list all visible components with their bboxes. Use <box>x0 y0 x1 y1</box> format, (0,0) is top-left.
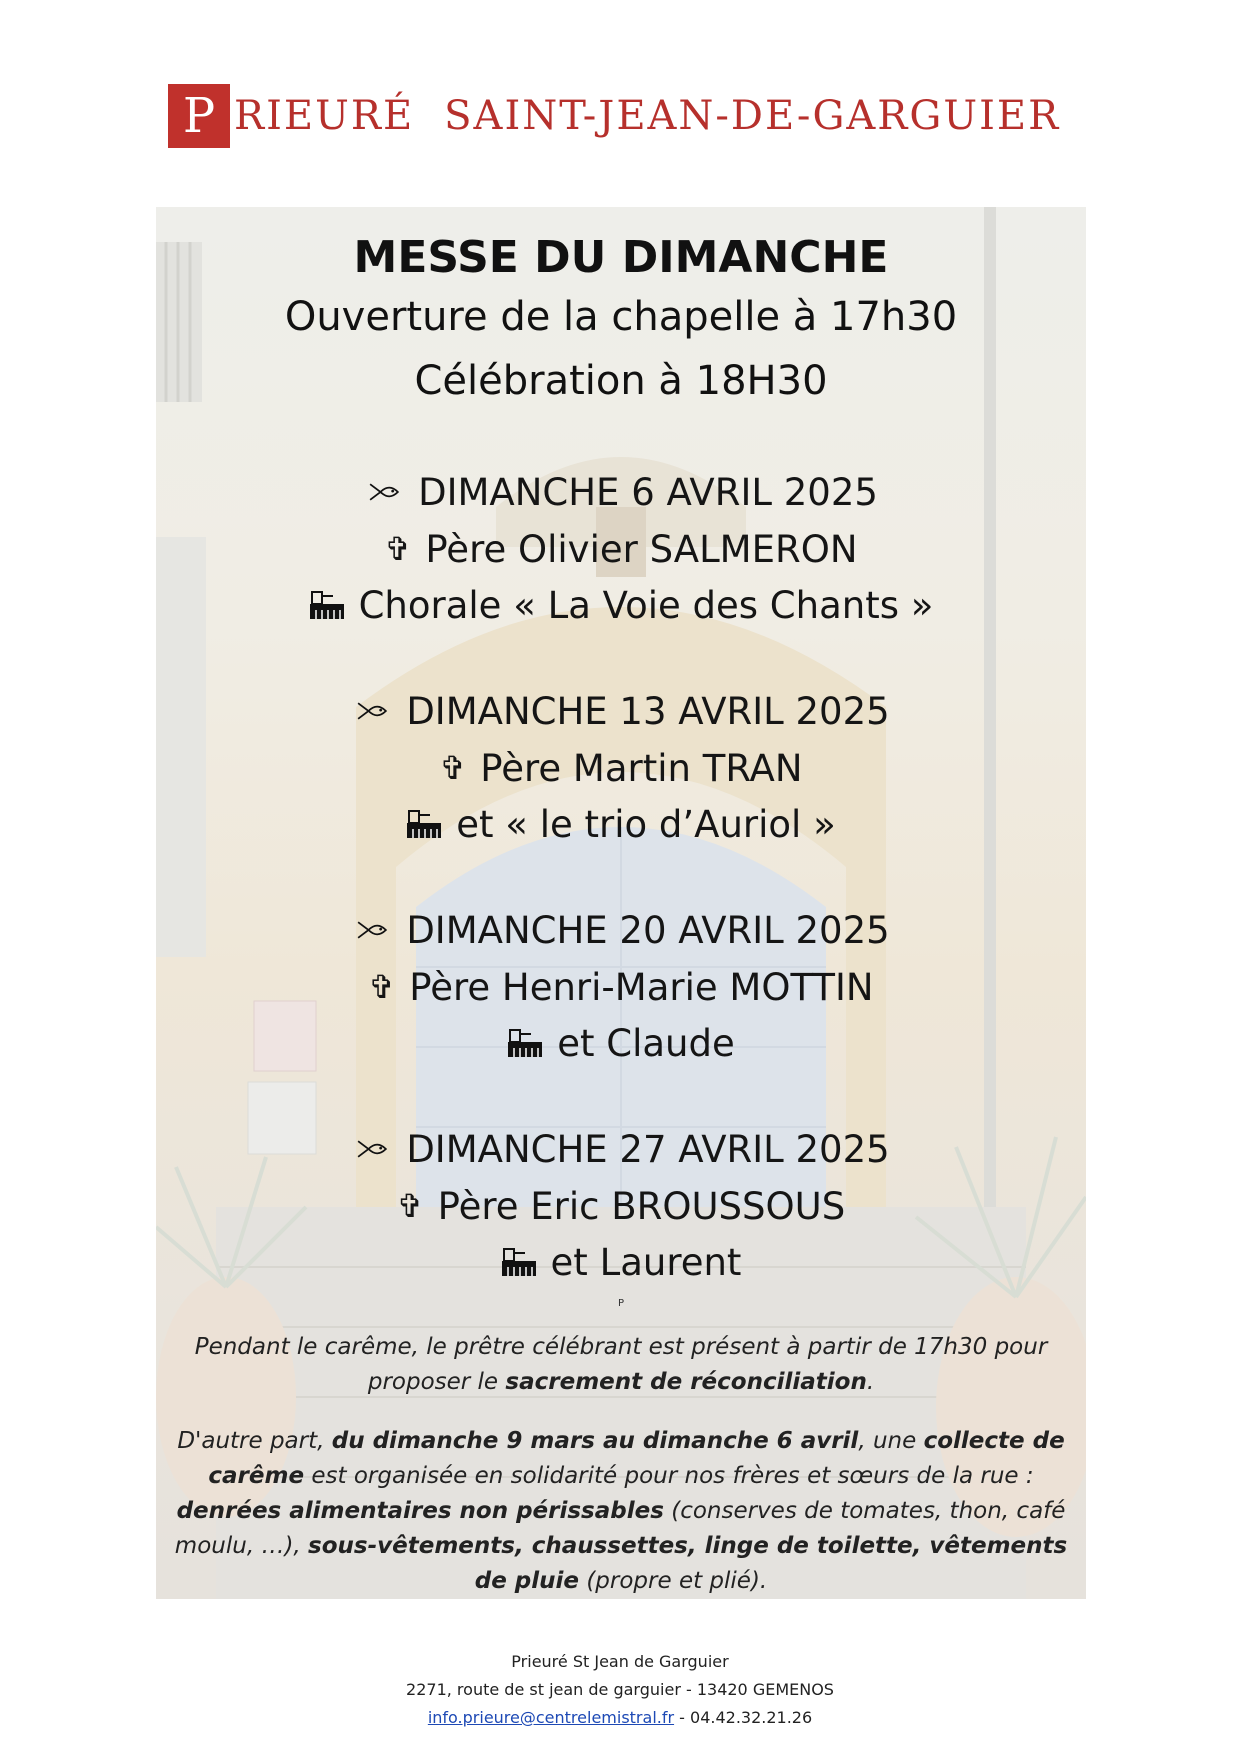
lent-note-bold: sacrement de réconciliation <box>505 1369 867 1395</box>
event-date: DIMANCHE 6 AVRIL 2025 <box>418 471 878 514</box>
fish-icon <box>352 698 392 724</box>
celebration-time: Célébration à 18H30 <box>414 358 828 404</box>
lent-note <box>156 1330 1086 1400</box>
footer <box>0 1648 1240 1732</box>
collect-note <box>156 1424 1086 1599</box>
logo-text <box>234 93 1060 139</box>
piano-icon <box>507 1028 543 1058</box>
notes <box>156 1330 1086 1623</box>
footer-contact <box>0 1704 1240 1732</box>
event-date-line <box>156 684 1086 740</box>
event-priest: Père Olivier SALMERON <box>425 528 858 571</box>
fish-icon <box>352 1136 392 1162</box>
event-music-line <box>156 1016 1086 1072</box>
stray-mark: P <box>617 1298 625 1309</box>
event-priest-line <box>156 740 1086 797</box>
collect-text-4: (conserves de tomates, thon, café moulu, …), <box>174 1498 1066 1559</box>
event-date-line <box>156 1122 1086 1178</box>
event-priest-line <box>156 959 1086 1016</box>
logo-text-part1: RIEURÉ <box>234 93 415 139</box>
piano-icon <box>501 1247 537 1277</box>
event-priest: Père Martin TRAN <box>480 747 803 790</box>
collect-text-2: , une <box>858 1428 924 1454</box>
event-music-line <box>156 797 1086 853</box>
collect-bold-1: du dimanche 9 mars au dimanche 6 avril <box>331 1428 859 1454</box>
logo-initial: P <box>168 84 230 148</box>
event-item <box>156 465 1086 634</box>
collect-text-5: (propre et plié). <box>579 1568 768 1594</box>
footer-separator: - <box>674 1708 691 1727</box>
piano-icon <box>406 809 442 839</box>
cross-icon: ✞ <box>439 749 467 787</box>
event-music-line <box>156 1235 1086 1291</box>
cross-icon: ✞ <box>384 530 412 568</box>
event-date: DIMANCHE 27 AVRIL 2025 <box>406 1128 890 1171</box>
collect-bold-2: collecte de carême <box>208 1428 1065 1489</box>
footer-name: Prieuré St Jean de Garguier <box>511 1652 729 1671</box>
collect-bold-3: denrées alimentaires non périssables <box>176 1498 664 1524</box>
event-date: DIMANCHE 13 AVRIL 2025 <box>406 690 890 733</box>
cross-icon: ✞ <box>396 1187 424 1225</box>
collect-text-1: D'autre part, <box>177 1428 332 1454</box>
cross-icon: ✞ <box>368 968 396 1006</box>
event-date-line <box>156 465 1086 521</box>
event-date: DIMANCHE 20 AVRIL 2025 <box>406 909 890 952</box>
event-music-line <box>156 578 1086 634</box>
logo <box>168 82 1060 150</box>
fish-icon <box>364 479 404 505</box>
event-item <box>156 1122 1086 1291</box>
event-item <box>156 684 1086 853</box>
main-content <box>156 207 1086 1311</box>
event-priest: Père Eric BROUSSOUS <box>437 1185 846 1228</box>
opening-time: Ouverture de la chapelle à 17h30 <box>284 294 958 340</box>
event-priest: Père Henri-Marie MOTTIN <box>409 966 874 1009</box>
event-music: et « le trio d’Auriol » <box>456 803 836 846</box>
lent-note-end: . <box>866 1369 875 1395</box>
fish-icon <box>352 917 392 943</box>
footer-address: 2271, route de st jean de garguier - 13420 GEMENOS <box>406 1680 834 1699</box>
footer-email-link[interactable]: info.prieure@centrelemistral.fr <box>427 1708 675 1727</box>
events-list <box>156 465 1086 1311</box>
event-date-line <box>156 903 1086 959</box>
event-music: Chorale « La Voie des Chants » <box>358 584 934 627</box>
piano-icon <box>309 590 345 620</box>
collect-bold-4: sous-vêtements, chaussettes, linge de toilette, vêtements de pluie <box>308 1533 1068 1594</box>
event-music: et Laurent <box>550 1241 742 1284</box>
lent-note-text: Pendant le carême, le prêtre célébrant est présent à partir de 17h30 pour proposer le <box>194 1334 1048 1395</box>
event-priest-line <box>156 521 1086 578</box>
page-title: MESSE DU DIMANCHE <box>353 232 889 283</box>
footer-phone: 04.42.32.21.26 <box>690 1708 813 1727</box>
event-priest-line <box>156 1178 1086 1235</box>
collect-text-3: est organisée en solidarité pour nos frères et sœurs de la rue : <box>304 1463 1034 1489</box>
event-music: et Claude <box>557 1022 735 1065</box>
logo-text-part2: SAINT-JEAN-DE-GARGUIER <box>444 93 1061 139</box>
event-item <box>156 903 1086 1072</box>
